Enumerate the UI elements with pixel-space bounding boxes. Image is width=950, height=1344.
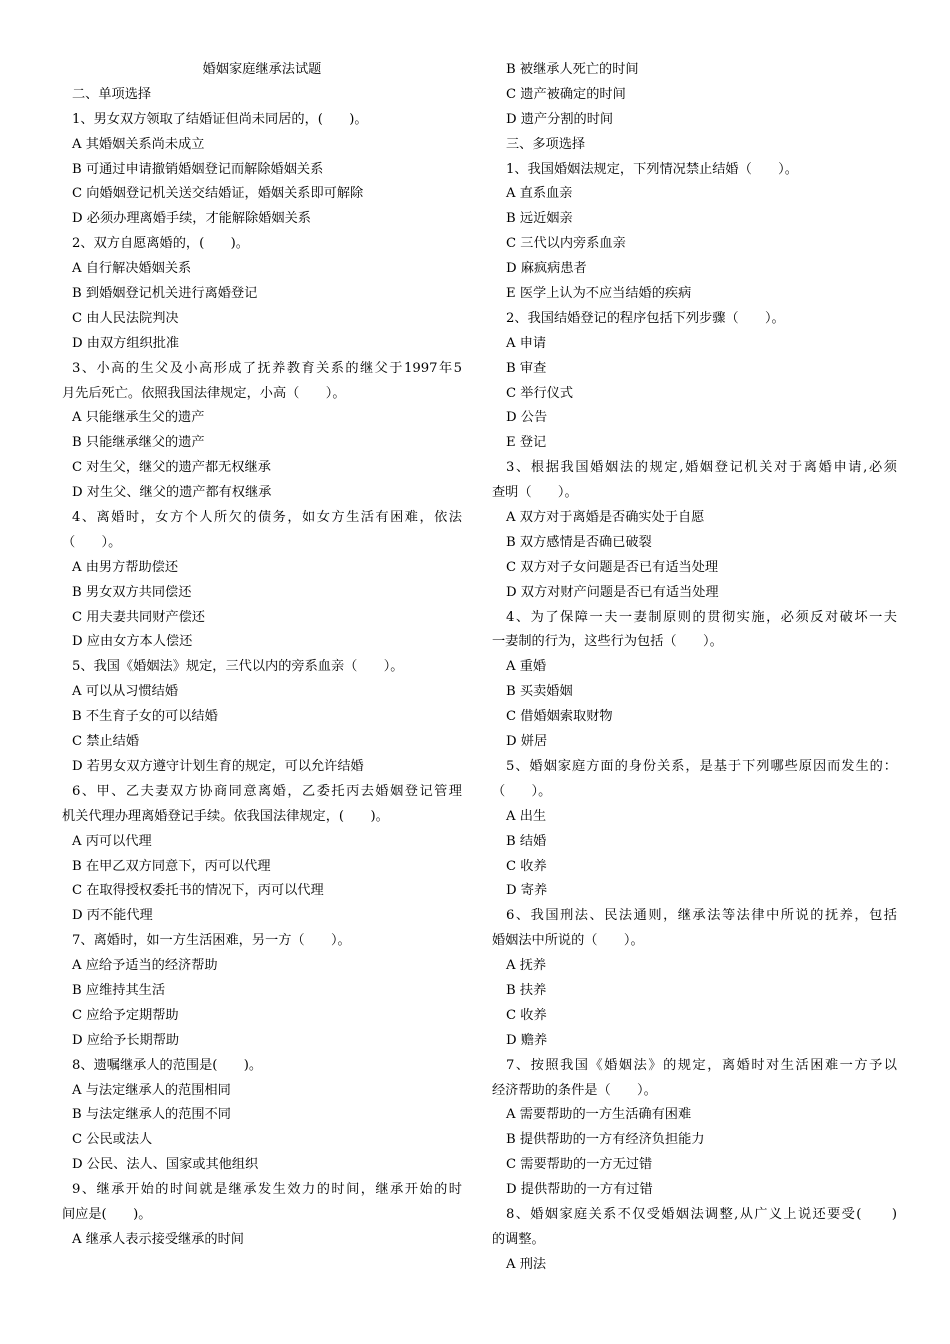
question-text-continued: 间应是( )。 (62, 1206, 152, 1222)
answer-option: D 若男女双方遵守计划生育的规定，可以允许结婚 (72, 758, 364, 774)
question-text: 5、我国《婚姻法》规定，三代以内的旁系血亲（ ）。 (72, 659, 404, 675)
answer-option: B 不生育子女的可以结婚 (72, 709, 218, 725)
question-text: 7、离婚时，如一方生活困难，另一方（ ）。 (72, 933, 351, 949)
answer-option: C 收养 (506, 858, 547, 874)
answer-option: B 在甲乙双方同意下，丙可以代理 (72, 858, 271, 874)
question-text: 7、按照我国《婚姻法》的规定，离婚时对生活困难一方予以 (506, 1057, 897, 1073)
answer-option: D 由双方组织批准 (72, 335, 180, 351)
question-text-continued: 机关代理办理离婚登记手续。依我国法律规定，( )。 (62, 808, 389, 824)
answer-option: A 刑法 (506, 1256, 547, 1272)
answer-option: D 对生父、继父的遗产都有权继承 (72, 485, 272, 501)
question-text: 4、为了保障一夫一妻制原则的贯彻实施，必须反对破坏一夫 (506, 609, 897, 625)
answer-option: C 向婚姻登记机关送交结婚证，婚姻关系即可解除 (72, 186, 364, 202)
answer-option: C 双方对子女问题是否已有适当处理 (506, 559, 719, 575)
question-text: 1、男女双方领取了结婚证但尚未同居的，( )。 (72, 111, 368, 127)
answer-option: A 直系血亲 (506, 186, 573, 202)
answer-option: A 出生 (506, 808, 547, 824)
answer-option: D 姘居 (506, 734, 548, 750)
answer-option: B 买卖婚姻 (506, 684, 573, 700)
answer-option: A 可以从习惯结婚 (72, 684, 179, 700)
question-text: 3、根据我国婚姻法的规定,婚姻登记机关对于离婚申请,必须 (506, 460, 897, 476)
right-column (492, 58, 897, 1278)
answer-option: B 远近姻亲 (506, 211, 573, 227)
answer-option: D 应给予长期帮助 (72, 1032, 180, 1048)
question-text-continued: 一妻制的行为，这些行为包括（ ）。 (492, 634, 723, 650)
answer-option: B 结婚 (506, 833, 547, 849)
answer-option: D 公告 (506, 410, 548, 426)
question-text-continued: 的调整。 (492, 1231, 545, 1247)
question-text: 6、甲、乙夫妻双方协商同意离婚，乙委托丙去婚姻登记管理 (72, 783, 462, 799)
question-text: 5、婚姻家庭方面的身份关系，是基于下列哪些原因而发生的： (506, 758, 897, 774)
answer-option: A 重婚 (506, 659, 547, 675)
answer-option: B 到婚姻登记机关进行离婚登记 (72, 286, 258, 302)
answer-option: E 登记 (506, 435, 547, 451)
answer-option: B 扶养 (506, 982, 547, 998)
answer-option: B 男女双方共同偿还 (72, 584, 192, 600)
question-text: 8、婚姻家庭关系不仅受婚姻法调整,从广义上说还要受( ) (506, 1206, 897, 1222)
question-text: 6、我国刑法、民法通则，继承法等法律中所说的抚养，包括 (506, 908, 897, 924)
answer-option: A 应给予适当的经济帮助 (72, 958, 218, 974)
answer-option: A 申请 (506, 335, 547, 351)
answer-option: A 抚养 (506, 958, 547, 974)
answer-option: D 提供帮助的一方有过错 (506, 1182, 653, 1198)
answer-option: C 举行仪式 (506, 385, 574, 401)
answer-option: A 丙可以代理 (72, 833, 152, 849)
answer-option: D 丙不能代理 (72, 908, 153, 924)
answer-option: C 对生父，继父的遗产都无权继承 (72, 460, 271, 476)
page-title: 婚姻家庭继承法试题 (202, 62, 322, 77)
answer-option: C 由人民法院判决 (72, 310, 179, 326)
answer-option: A 只能继承生父的遗产 (72, 410, 205, 426)
answer-option: C 公民或法人 (72, 1132, 153, 1148)
answer-option: A 其婚姻关系尚未成立 (72, 136, 205, 152)
answer-option: D 应由女方本人偿还 (72, 634, 193, 650)
question-text: 4、离婚时，女方个人所欠的债务，如女方生活有困难，依法 (72, 510, 462, 526)
answer-option: C 收养 (506, 1007, 547, 1023)
question-text: 3、小高的生父及小高形成了抚养教育关系的继父于1997年5 (72, 360, 462, 376)
answer-option: D 寄养 (506, 883, 548, 899)
answer-option: C 用夫妻共同财产偿还 (72, 609, 205, 625)
question-text-continued: 查明（ ）。 (492, 485, 578, 501)
question-text-continued: （ ）。 (492, 783, 552, 799)
answer-option: C 在取得授权委托书的情况下，丙可以代理 (72, 883, 324, 899)
answer-option: D 麻疯病患者 (506, 261, 587, 277)
answer-option: B 提供帮助的一方有经济负担能力 (506, 1132, 705, 1148)
section-heading: 二、单项选择 (72, 86, 152, 102)
answer-option: A 需要帮助的一方生活确有困难 (506, 1107, 692, 1123)
answer-option: D 赡养 (506, 1032, 548, 1048)
answer-option: B 与法定继承人的范围不同 (72, 1107, 231, 1123)
answer-option: C 借婚姻索取财物 (506, 709, 613, 725)
answer-option: A 双方对于离婚是否确实处于自愿 (506, 510, 705, 526)
answer-option: B 被继承人死亡的时间 (506, 62, 639, 77)
question-text-continued: 月先后死亡。依照我国法律规定，小高（ ）。 (62, 385, 346, 401)
answer-option: D 双方对财产问题是否已有适当处理 (506, 584, 719, 600)
answer-option: A 继承人表示接受继承的时间 (72, 1231, 244, 1247)
answer-option: D 公民、法人、国家或其他组织 (72, 1157, 259, 1173)
answer-option: A 与法定继承人的范围相同 (72, 1082, 231, 1098)
answer-option: C 需要帮助的一方无过错 (506, 1157, 653, 1173)
answer-option: B 只能继承继父的遗产 (72, 435, 205, 451)
question-text: 9、继承开始的时间就是继承发生效力的时间，继承开始的时 (72, 1182, 462, 1198)
answer-option: C 三代以内旁系血亲 (506, 236, 626, 252)
answer-option: B 双方感情是否确已破裂 (506, 534, 652, 550)
question-text-continued: （ ）。 (62, 534, 122, 550)
question-text: 2、我国结婚登记的程序包括下列步骤（ ）。 (506, 310, 785, 326)
question-text: 1、我国婚姻法规定，下列情况禁止结婚（ ）。 (506, 161, 798, 177)
section-heading: 三、多项选择 (506, 136, 586, 152)
question-text-continued: 经济帮助的条件是（ ）。 (492, 1082, 657, 1098)
answer-option: D 必须办理离婚手续，才能解除婚姻关系 (72, 211, 311, 227)
answer-option: D 遗产分割的时间 (506, 111, 614, 127)
answer-option: A 由男方帮助偿还 (72, 559, 179, 575)
answer-option: C 禁止结婚 (72, 734, 140, 750)
answer-option: B 审查 (506, 360, 547, 376)
question-text: 8、遗嘱继承人的范围是( )。 (72, 1057, 263, 1073)
question-text: 2、双方自愿离婚的，( )。 (72, 236, 249, 252)
answer-option: C 应给予定期帮助 (72, 1007, 179, 1023)
answer-option: A 自行解决婚姻关系 (72, 261, 192, 277)
answer-option: B 可通过申请撤销婚姻登记而解除婚姻关系 (72, 161, 324, 177)
answer-option: E 医学上认为不应当结婚的疾病 (506, 286, 692, 302)
answer-option: B 应维持其生活 (72, 982, 166, 998)
question-text-continued: 婚姻法中所说的（ ）。 (492, 933, 644, 949)
answer-option: C 遗产被确定的时间 (506, 86, 626, 102)
left-column (62, 58, 462, 1253)
